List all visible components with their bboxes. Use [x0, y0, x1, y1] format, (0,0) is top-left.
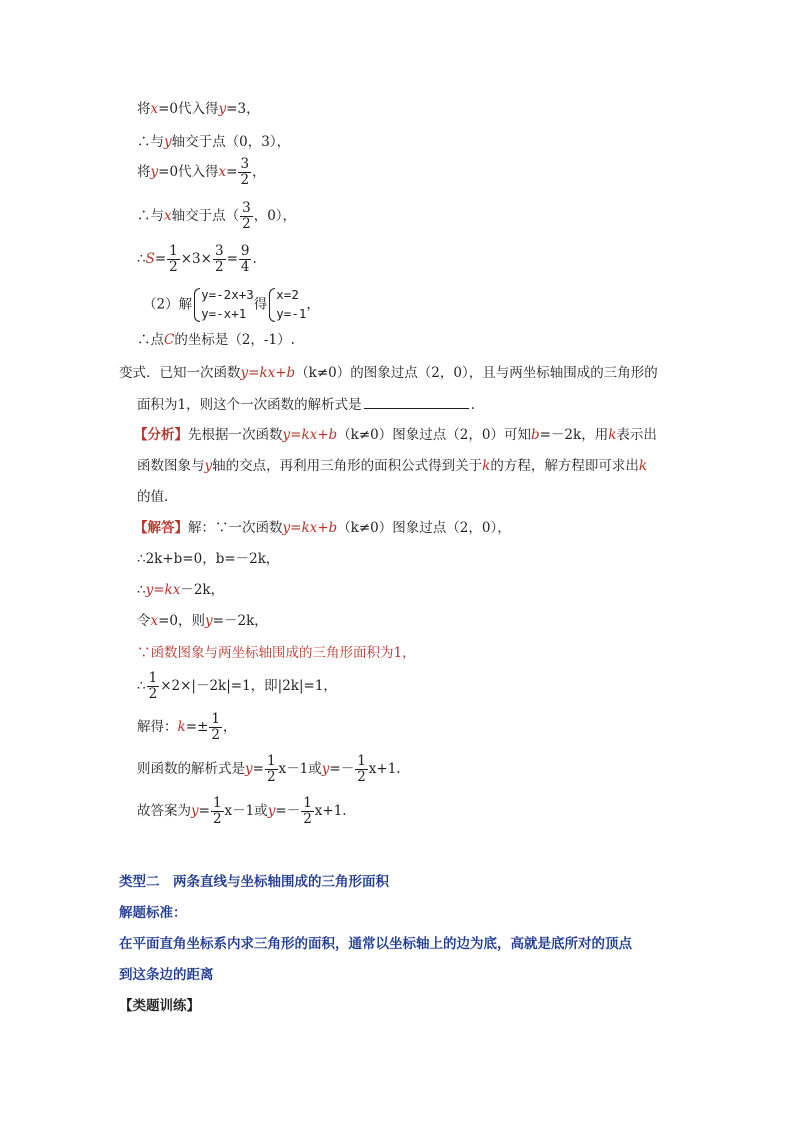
- solution-line-6: [137, 671, 337, 702]
- text: ，: [306, 296, 320, 313]
- denominator: 2: [214, 258, 224, 275]
- var: y: [204, 458, 213, 474]
- denominator: 4: [240, 258, 250, 275]
- var: y: [164, 134, 172, 150]
- fraction: [209, 712, 222, 743]
- fraction: [355, 754, 368, 785]
- text: =±: [185, 718, 209, 735]
- text: ∴: [137, 677, 146, 694]
- numerator: 3: [242, 200, 251, 216]
- numerator: 1: [357, 753, 366, 769]
- var: S: [145, 250, 155, 267]
- analysis-line-1: [134, 427, 657, 443]
- solution-line-4: [137, 613, 268, 629]
- step-line-2: [137, 134, 290, 150]
- text: （k≠0）: [295, 365, 351, 381]
- var: y: [205, 613, 213, 629]
- text: =－2k，用: [539, 427, 609, 443]
- denominator: 2: [211, 726, 220, 743]
- var: y: [321, 760, 330, 777]
- text: ×3×: [180, 250, 212, 267]
- solution-line-2: [137, 551, 279, 567]
- answer-blank[interactable]: [364, 396, 469, 409]
- text: ，: [252, 163, 266, 180]
- fraction: [211, 796, 224, 827]
- text: 得: [253, 296, 268, 313]
- equation: y=-2x+3: [201, 287, 254, 302]
- text: 的坐标是（2，-1）.: [174, 332, 295, 348]
- var: x: [218, 163, 227, 180]
- text: =0，则: [158, 613, 206, 629]
- step-line-7: [137, 332, 295, 348]
- step-line-3: [137, 157, 266, 188]
- var: y: [267, 802, 276, 819]
- text: =－2k，: [212, 613, 268, 629]
- var: k: [608, 427, 617, 443]
- fraction: [239, 244, 252, 275]
- formula: y=kx+b: [240, 365, 296, 381]
- numerator: 1: [211, 711, 220, 727]
- solution-line-1: [134, 520, 511, 536]
- text: ∴: [137, 250, 146, 267]
- analysis-line-3: [137, 489, 168, 505]
- numerator: 9: [240, 243, 250, 259]
- var: C: [164, 332, 175, 348]
- text: =0代入得: [158, 163, 219, 180]
- solution-tag: 【解答】: [134, 520, 188, 536]
- text: ∴点: [137, 332, 164, 348]
- text: .: [470, 397, 475, 413]
- numerator: 1: [169, 243, 178, 259]
- training-heading: [119, 998, 200, 1014]
- text: 先根据一次函数: [188, 427, 283, 443]
- variant-line-2: [137, 396, 475, 413]
- text: x－1或: [224, 802, 268, 819]
- standard-text-2: [119, 967, 214, 983]
- var: x: [150, 613, 159, 629]
- text: 轴的交点，再利用三角形的面积公式得到关于: [212, 458, 483, 474]
- text: =: [226, 163, 238, 180]
- numerator: 1: [148, 670, 158, 686]
- var: y: [150, 163, 159, 180]
- denominator: 2: [212, 810, 222, 827]
- text: （k≠0）图象过点（2，0），: [337, 520, 511, 536]
- equation-system: [192, 286, 254, 324]
- var: b: [530, 427, 540, 443]
- text: x+1.: [368, 760, 401, 777]
- fraction: [240, 201, 253, 232]
- text: 则函数的解析式是: [137, 760, 245, 777]
- text: ∴: [137, 582, 146, 598]
- text: .: [252, 250, 257, 267]
- solution-line-9: [137, 796, 347, 827]
- var: y: [245, 760, 253, 777]
- text: 在平面直角坐标系内求三角形的面积，通常以坐标轴上的边为底，高就是底所对的顶点: [119, 936, 632, 952]
- denominator: 2: [266, 768, 276, 785]
- fraction: [213, 244, 226, 275]
- text: 将: [137, 163, 151, 180]
- text: ，: [222, 718, 237, 735]
- step-line-4: [137, 201, 296, 232]
- text: －2k，: [180, 582, 225, 598]
- solution-line-7: [137, 712, 236, 743]
- denominator: 2: [169, 258, 178, 275]
- section-title: [119, 874, 389, 890]
- text: =: [226, 250, 238, 267]
- var: k: [638, 458, 648, 474]
- solution-line-3: [137, 582, 224, 598]
- text: 的值.: [137, 489, 169, 505]
- equation: y=-1: [276, 305, 307, 321]
- numerator: 1: [303, 795, 312, 811]
- text: =: [198, 802, 210, 819]
- variant-line-1: [119, 365, 658, 381]
- text: =－: [275, 802, 301, 819]
- text: ∵函数图象与两坐标轴围成的三角形面积为1，: [137, 645, 416, 661]
- fraction: [147, 671, 160, 702]
- step-line-1: [137, 101, 260, 117]
- formula: y=kx+b: [282, 427, 338, 443]
- solution-system: [267, 286, 306, 324]
- fraction: [301, 796, 314, 827]
- text: 令: [137, 613, 151, 629]
- text: ×2×|－2k|=1，即|2k|=1，: [160, 677, 337, 694]
- denominator: 2: [303, 810, 312, 827]
- var: k: [482, 458, 491, 474]
- denominator: 2: [242, 215, 251, 232]
- denominator: 2: [240, 171, 250, 188]
- equation: x=2: [276, 287, 299, 302]
- text: 将: [137, 101, 151, 117]
- var: y: [218, 101, 227, 117]
- text: 面积为1，则这个一次函数的解析式是: [137, 397, 362, 413]
- denominator: 2: [148, 685, 158, 702]
- text: =0代入得: [158, 101, 219, 117]
- formula: y=kx: [145, 582, 181, 598]
- text: 到这条边的距离: [119, 967, 214, 983]
- step-line-5: [137, 244, 257, 275]
- var: k: [177, 718, 186, 735]
- denominator: 2: [357, 768, 366, 785]
- standard-label: [119, 905, 187, 921]
- text: 解题标准：: [119, 905, 187, 921]
- numerator: 1: [266, 753, 276, 769]
- text: x+1.: [314, 802, 347, 819]
- var: y: [191, 802, 199, 819]
- analysis-line-2: [137, 458, 647, 474]
- text: 【类题训练】: [119, 998, 200, 1014]
- fraction: [265, 754, 278, 785]
- numerator: 1: [212, 795, 222, 811]
- text: =3，: [226, 101, 260, 117]
- text: ∴与: [137, 134, 164, 150]
- equation: y=-x+1: [201, 305, 247, 321]
- text: 表示出: [616, 427, 657, 443]
- text: 的图象过点（2，0），且与两坐标轴围成的三角形的: [350, 365, 658, 381]
- text: 的方程，解方程即可求出: [490, 458, 639, 474]
- text: 图象过点（2，0）可知: [392, 427, 531, 443]
- fraction: [167, 244, 180, 275]
- text: 解得：: [137, 718, 178, 735]
- text: ，0），: [253, 207, 297, 224]
- numerator: 3: [214, 243, 224, 259]
- var: x: [164, 207, 172, 224]
- text: （2）解: [143, 296, 193, 313]
- text: 函数图象与: [137, 458, 205, 474]
- text: 轴交于点（0，3），: [171, 134, 291, 150]
- text: 类型二 两条直线与坐标轴围成的三角形面积: [119, 874, 389, 890]
- text: =: [154, 250, 167, 267]
- text: =－: [329, 760, 355, 777]
- fraction: [238, 157, 251, 188]
- text: 轴交于点（: [171, 207, 240, 224]
- numerator: 3: [240, 156, 250, 172]
- standard-text-1: [119, 936, 632, 952]
- var: x: [150, 101, 159, 117]
- text: 变式．已知一次函数: [119, 365, 241, 381]
- solution-line-5: [137, 645, 416, 661]
- text: =: [252, 760, 264, 777]
- text: （k≠0）: [337, 427, 393, 443]
- formula: y=kx+b: [282, 520, 338, 536]
- text: ∴与: [137, 207, 164, 224]
- text: x－1或: [278, 760, 322, 777]
- step-line-6: [143, 286, 320, 324]
- text: ∴2k+b=0，b=－2k，: [137, 551, 280, 567]
- solution-line-8: [137, 754, 401, 785]
- analysis-tag: 【分析】: [134, 427, 188, 443]
- text: 故答案为: [137, 802, 191, 819]
- text: 解：∵一次函数: [188, 520, 283, 536]
